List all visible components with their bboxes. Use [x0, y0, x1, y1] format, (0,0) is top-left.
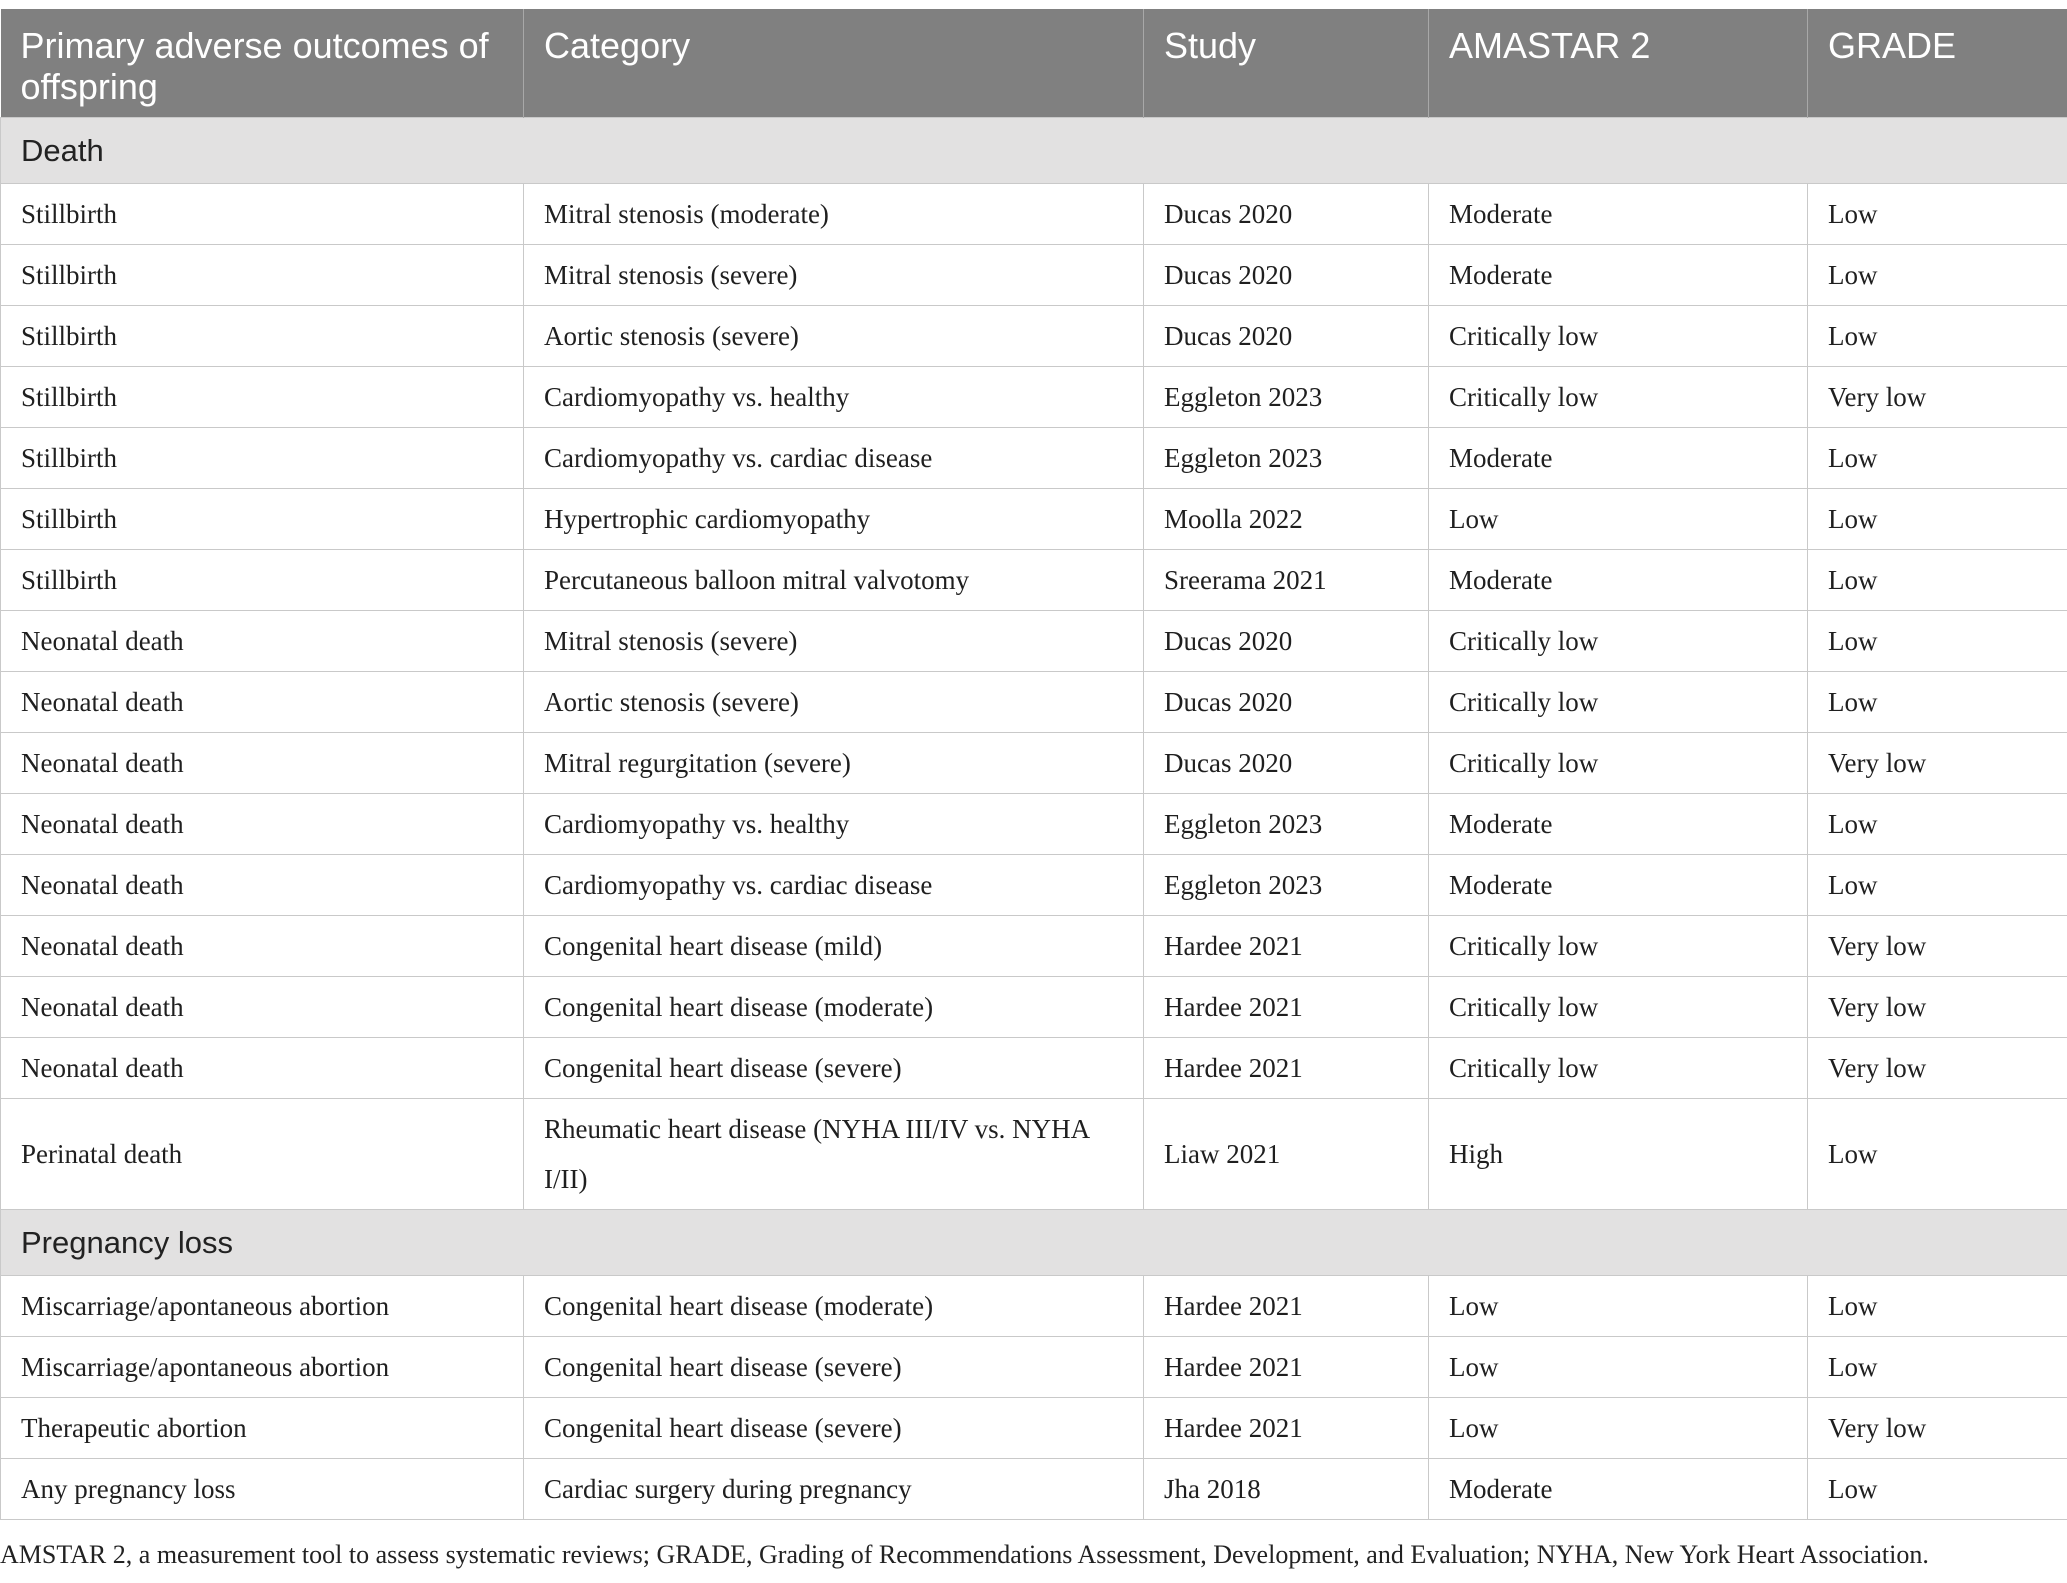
section-title: Death: [1, 118, 2067, 184]
cell-study: Hardee 2021: [1144, 1038, 1429, 1099]
cell-outcome: Neonatal death: [1, 733, 524, 794]
table-row: [1, 611, 2067, 672]
table-row: [1, 306, 2067, 367]
table-row: [1, 977, 2067, 1038]
header-row: [1, 9, 2067, 118]
cell-category: Rheumatic heart disease (NYHA III/IV vs. NYHA I/II): [524, 1099, 1144, 1210]
table-row: [1, 855, 2067, 916]
cell-outcome: Neonatal death: [1, 977, 524, 1038]
cell-category: Mitral stenosis (moderate): [524, 184, 1144, 245]
table-row: [1, 184, 2067, 245]
cell-grade: Low: [1808, 611, 2067, 672]
cell-amastar: Critically low: [1429, 367, 1808, 428]
cell-study: Liaw 2021: [1144, 1099, 1429, 1210]
header-amastar: AMASTAR 2: [1429, 9, 1808, 118]
cell-amastar: Critically low: [1429, 733, 1808, 794]
cell-grade: Very low: [1808, 1038, 2067, 1099]
cell-grade: Low: [1808, 306, 2067, 367]
cell-grade: Very low: [1808, 733, 2067, 794]
cell-grade: Very low: [1808, 977, 2067, 1038]
cell-category: Mitral stenosis (severe): [524, 245, 1144, 306]
cell-amastar: High: [1429, 1099, 1808, 1210]
cell-study: Ducas 2020: [1144, 611, 1429, 672]
cell-category: Congenital heart disease (severe): [524, 1398, 1144, 1459]
cell-outcome: Stillbirth: [1, 550, 524, 611]
cell-outcome: Neonatal death: [1, 794, 524, 855]
cell-outcome: Stillbirth: [1, 245, 524, 306]
cell-amastar: Low: [1429, 489, 1808, 550]
cell-category: Percutaneous balloon mitral valvotomy: [524, 550, 1144, 611]
cell-outcome: Neonatal death: [1, 611, 524, 672]
cell-outcome: Stillbirth: [1, 367, 524, 428]
header-grade: GRADE: [1808, 9, 2067, 118]
cell-category: Congenital heart disease (severe): [524, 1337, 1144, 1398]
cell-grade: Low: [1808, 489, 2067, 550]
table-row: [1, 733, 2067, 794]
cell-grade: Low: [1808, 428, 2067, 489]
table-row: [1, 1038, 2067, 1099]
header-category: Category: [524, 9, 1144, 118]
cell-category: Aortic stenosis (severe): [524, 672, 1144, 733]
cell-study: Hardee 2021: [1144, 977, 1429, 1038]
cell-grade: Low: [1808, 1459, 2067, 1520]
cell-outcome: Miscarriage/apontaneous abortion: [1, 1276, 524, 1337]
table-row: [1, 794, 2067, 855]
cell-amastar: Moderate: [1429, 794, 1808, 855]
cell-grade: Low: [1808, 1276, 2067, 1337]
cell-outcome: Stillbirth: [1, 428, 524, 489]
cell-study: Ducas 2020: [1144, 184, 1429, 245]
cell-study: Ducas 2020: [1144, 672, 1429, 733]
cell-study: Eggleton 2023: [1144, 428, 1429, 489]
cell-grade: Low: [1808, 855, 2067, 916]
cell-amastar: Critically low: [1429, 1038, 1808, 1099]
table-row: [1, 1337, 2067, 1398]
table-row: [1, 550, 2067, 611]
cell-amastar: Moderate: [1429, 855, 1808, 916]
cell-grade: Low: [1808, 245, 2067, 306]
cell-amastar: Critically low: [1429, 916, 1808, 977]
cell-category: Cardiomyopathy vs. healthy: [524, 794, 1144, 855]
cell-category: Mitral regurgitation (severe): [524, 733, 1144, 794]
header-outcome: Primary adverse outcomes of offspring: [1, 9, 524, 118]
table-row: [1, 428, 2067, 489]
cell-outcome: Neonatal death: [1, 916, 524, 977]
cell-grade: Low: [1808, 672, 2067, 733]
section-title: Pregnancy loss: [1, 1210, 2067, 1276]
cell-amastar: Critically low: [1429, 611, 1808, 672]
cell-grade: Low: [1808, 184, 2067, 245]
evidence-table: [0, 9, 2067, 1520]
table-row: [1, 1459, 2067, 1520]
cell-grade: Low: [1808, 1337, 2067, 1398]
table-row: [1, 245, 2067, 306]
cell-grade: Very low: [1808, 916, 2067, 977]
section-row-death: [1, 118, 2067, 184]
cell-amastar: Critically low: [1429, 672, 1808, 733]
cell-outcome: Any pregnancy loss: [1, 1459, 524, 1520]
cell-study: Hardee 2021: [1144, 1276, 1429, 1337]
table-footnote: AMSTAR 2, a measurement tool to assess systematic reviews; GRADE, Grading of Recommendations Assessment, Development, and Evaluation; NYHA, New York Heart Association.: [0, 1540, 1929, 1569]
cell-category: Hypertrophic cardiomyopathy: [524, 489, 1144, 550]
cell-grade: Very low: [1808, 1398, 2067, 1459]
cell-category: Congenital heart disease (severe): [524, 1038, 1144, 1099]
table-row: [1, 916, 2067, 977]
cell-amastar: Moderate: [1429, 428, 1808, 489]
cell-amastar: Low: [1429, 1398, 1808, 1459]
cell-study: Eggleton 2023: [1144, 794, 1429, 855]
cell-outcome: Neonatal death: [1, 855, 524, 916]
cell-study: Hardee 2021: [1144, 1398, 1429, 1459]
cell-category: Cardiomyopathy vs. cardiac disease: [524, 428, 1144, 489]
cell-outcome: Stillbirth: [1, 184, 524, 245]
cell-study: Sreerama 2021: [1144, 550, 1429, 611]
cell-study: Ducas 2020: [1144, 306, 1429, 367]
cell-grade: Very low: [1808, 367, 2067, 428]
cell-outcome: Miscarriage/apontaneous abortion: [1, 1337, 524, 1398]
cell-outcome: Perinatal death: [1, 1099, 524, 1210]
cell-outcome: Stillbirth: [1, 306, 524, 367]
cell-grade: Low: [1808, 1099, 2067, 1210]
cell-category: Cardiac surgery during pregnancy: [524, 1459, 1144, 1520]
table-row: [1, 367, 2067, 428]
cell-amastar: Low: [1429, 1276, 1808, 1337]
cell-outcome: Therapeutic abortion: [1, 1398, 524, 1459]
cell-grade: Low: [1808, 550, 2067, 611]
cell-category: Congenital heart disease (mild): [524, 916, 1144, 977]
cell-outcome: Neonatal death: [1, 1038, 524, 1099]
section-row-pregnancy-loss: [1, 1210, 2067, 1276]
evidence-table-container: [0, 9, 2067, 1520]
cell-study: Moolla 2022: [1144, 489, 1429, 550]
cell-outcome: Stillbirth: [1, 489, 524, 550]
cell-amastar: Critically low: [1429, 306, 1808, 367]
cell-study: Ducas 2020: [1144, 733, 1429, 794]
cell-category: Cardiomyopathy vs. cardiac disease: [524, 855, 1144, 916]
cell-amastar: Moderate: [1429, 550, 1808, 611]
cell-category: Congenital heart disease (moderate): [524, 1276, 1144, 1337]
cell-study: Hardee 2021: [1144, 916, 1429, 977]
cell-grade: Low: [1808, 794, 2067, 855]
cell-category: Congenital heart disease (moderate): [524, 977, 1144, 1038]
cell-outcome: Neonatal death: [1, 672, 524, 733]
cell-study: Hardee 2021: [1144, 1337, 1429, 1398]
table-row: [1, 672, 2067, 733]
cell-study: Jha 2018: [1144, 1459, 1429, 1520]
cell-study: Ducas 2020: [1144, 245, 1429, 306]
cell-study: Eggleton 2023: [1144, 367, 1429, 428]
header-study: Study: [1144, 9, 1429, 118]
table-body: [1, 118, 2067, 1520]
cell-category: Cardiomyopathy vs. healthy: [524, 367, 1144, 428]
cell-category: Mitral stenosis (severe): [524, 611, 1144, 672]
table-row: [1, 489, 2067, 550]
cell-amastar: Moderate: [1429, 1459, 1808, 1520]
cell-amastar: Moderate: [1429, 245, 1808, 306]
cell-amastar: Moderate: [1429, 184, 1808, 245]
table-row: [1, 1099, 2067, 1210]
cell-amastar: Critically low: [1429, 977, 1808, 1038]
cell-study: Eggleton 2023: [1144, 855, 1429, 916]
cell-category: Aortic stenosis (severe): [524, 306, 1144, 367]
cell-amastar: Low: [1429, 1337, 1808, 1398]
table-row: [1, 1398, 2067, 1459]
table-row: [1, 1276, 2067, 1337]
